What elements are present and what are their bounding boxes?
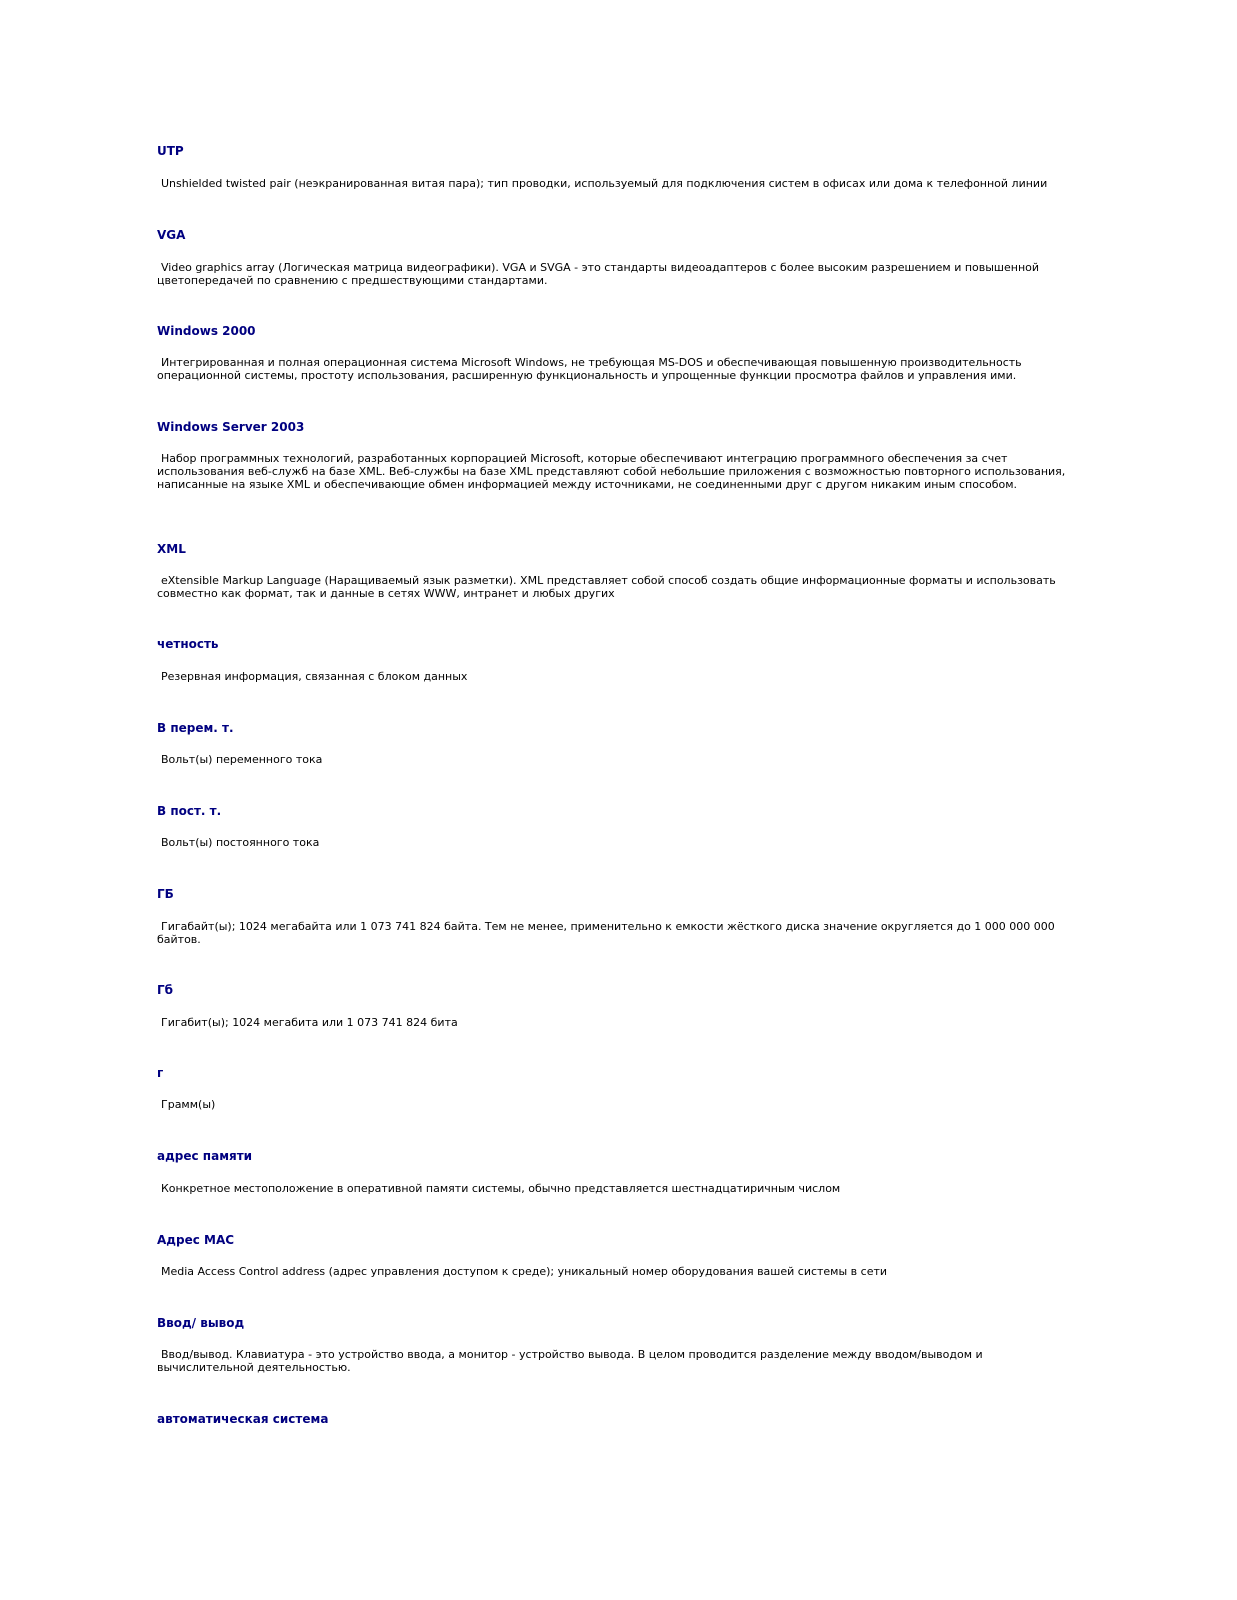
term-gram: г <box>157 1066 164 1080</box>
definition-mac-address: Media Access Control address (адрес управления доступом к среде); уникальный номер оборудования вашей системы в сети <box>161 1265 888 1278</box>
term-xml: XML <box>157 542 186 556</box>
term-mac-address: Адрес MAC <box>157 1233 235 1247</box>
term-windows-server-2003: Windows Server 2003 <box>157 420 305 434</box>
definition-gigabyte: Гигабайт(ы); 1024 мегабайта или 1 073 741 824 байта. Тем не менее, применительно к емкости жёсткого диска значение округляется до 1 000 000 000 байтов. <box>157 920 1055 946</box>
term-gigabyte: ГБ <box>157 887 174 901</box>
definition-vac: Вольт(ы) переменного тока <box>161 753 323 766</box>
definition-parity: Резервная информация, связанная с блоком данных <box>161 670 468 683</box>
definition-windows-server-2003: Набор программных технологий, разработанных корпорацией Microsoft, которые обеспечивают интеграцию программного обеспечения за счет использования веб-служб на базе XML. Веб-службы на базе XML представляют собой небольшие приложения с возможностью повторного использования, написанные на языке XML и обеспечивающие обмен информацией между источниками, не соединенными друг с другом никаким иным способом. <box>157 452 1066 491</box>
term-vdc: В пост. т. <box>157 804 222 818</box>
term-utp: UTP <box>157 144 184 158</box>
term-gigabit: Гб <box>157 983 174 997</box>
term-vac: В перем. т. <box>157 721 234 735</box>
definition-vga: Video graphics array (Логическая матрица видеографики). VGA и SVGA - это стандарты видеоадаптеров с более высоким разрешением и повышенной цветопередачей по сравнению с предшествующими стандартами. <box>157 261 1040 287</box>
definition-xml: eXtensible Markup Language (Наращиваемый язык разметки). XML представляет собой способ создать общие информационные форматы и использовать совместно как формат, так и данные в сетях WWW, интранет и любых других <box>157 574 1056 600</box>
term-memory-address: адрес памяти <box>157 1149 253 1163</box>
definition-io: Ввод/вывод. Клавиатура - это устройство ввода, а монитор - устройство вывода. В целом проводится разделение между вводом/выводом и вычислительной деятельностью. <box>157 1348 983 1374</box>
definition-windows-2000: Интегрированная и полная операционная система Microsoft Windows, не требующая MS-DOS и обеспечивающая повышенную производительность операционной системы, простоту использования, расширенную функциональность и упрощенные функции просмотра файлов и управления ими. <box>157 356 1022 382</box>
definition-vdc: Вольт(ы) постоянного тока <box>161 836 320 849</box>
term-windows-2000: Windows 2000 <box>157 324 256 338</box>
definition-utp: Unshielded twisted pair (неэкранированная витая пара); тип проводки, используемый для подключения систем в офисах или дома к телефонной линии <box>161 177 1048 190</box>
definition-gigabit: Гигабит(ы); 1024 мегабита или 1 073 741 824 бита <box>161 1016 458 1029</box>
term-automatic-system: автоматическая система <box>157 1412 329 1426</box>
definition-memory-address: Конкретное местоположение в оперативной памяти системы, обычно представляется шестнадцатиричным числом <box>161 1182 841 1195</box>
term-io: Ввод/ вывод <box>157 1316 245 1330</box>
term-vga: VGA <box>157 228 186 242</box>
definition-gram: Грамм(ы) <box>161 1098 216 1111</box>
term-parity: четность <box>157 637 219 651</box>
